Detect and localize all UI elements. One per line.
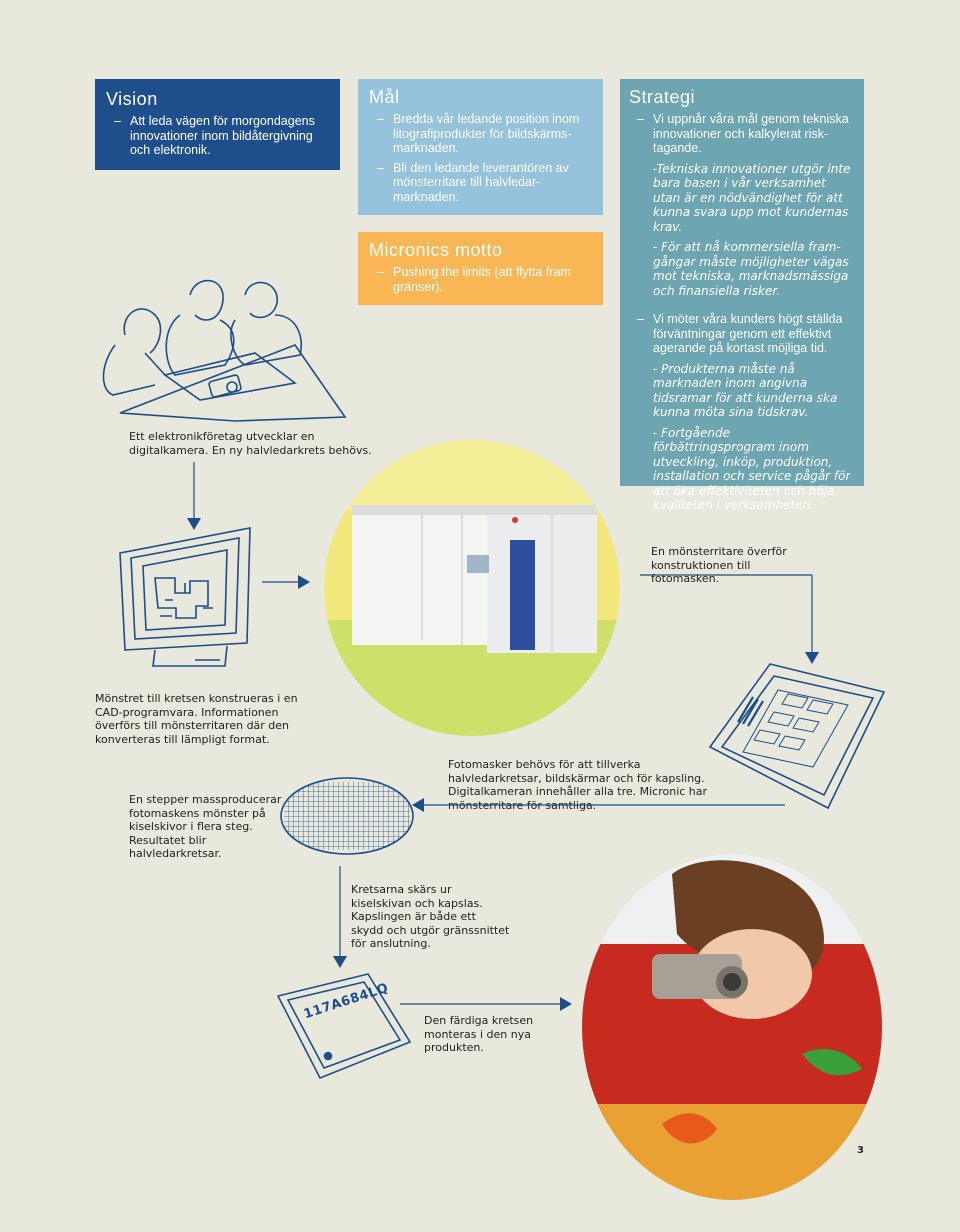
motto-box <box>358 232 603 305</box>
arrow-right-icon <box>400 997 575 1011</box>
motto-item: – Pushing the limits (att flytta fram gränser). <box>369 265 593 294</box>
monitor-illustration <box>115 528 260 678</box>
caption-stepper: En stepper massproducerar fotomaskens mönster på kiselskivor i flera steg. Resultatet blir halvledarkretsar. <box>129 793 282 860</box>
caption-writer: En mönsterritare överför konstruktionen till fotomasken. <box>651 545 787 585</box>
strategi-box <box>620 79 864 512</box>
vision-item: – Att leda vägen för morgondagens innovationer inom bildåtergivning och elektronik. <box>106 114 330 158</box>
vision-title: Vision <box>106 89 158 109</box>
strategi-sub: - För att nå kommersiella fram-gångar måste möjligheter vägas mot tekniska, marknadsmässiga och finansiella risker. <box>653 240 849 298</box>
chip-illustration <box>276 972 412 1082</box>
cleanroom-photo <box>322 440 622 736</box>
mal-box <box>358 79 603 215</box>
arrow-down-icon <box>640 574 820 670</box>
strategi-sub: - Produkterna måste nå marknaden inom angivna tidsramar för att kunderna ska kunna möta sina tidskrav. <box>653 361 838 419</box>
photomask-illustration <box>708 662 886 810</box>
strategi-item: – Vi möter våra kunders högt ställda förväntningar genom ett effektivt agerande på kortast möjliga tid. <box>629 312 854 356</box>
caption-mounted: Den färdiga kretsen monteras i den nya produkten. <box>424 1014 534 1054</box>
camera-photo <box>582 854 882 1204</box>
arrow-right-icon <box>262 575 312 589</box>
strategi-item: – Vi uppnår våra mål genom tekniska innovationer och kalkylerat risk-tagande. <box>629 112 854 156</box>
page-number: 3 <box>857 1145 864 1156</box>
caption-photomask: Fotomasker behövs för att tillverka halvledarkretsar, bildskärmar och för kapsling. Digitalkameran innehåller alla tre. Micronic har mönsterritare för samtliga. <box>448 758 708 812</box>
strategi-sub: -Tekniska innovationer utgör inte bara basen i vår verksamhet utan är en nödvändighet för att kunna svara upp mot kundernas krav. <box>653 161 851 234</box>
strategi-sub: - Fortgående förbättringsprogram inom utveckling, inköp, produktion, installation och service pågår för att öka effektiviteten och höja kvaliteten i verksamheten. <box>653 425 851 512</box>
mal-title: Mål <box>369 87 400 107</box>
strategi-title: Strategi <box>629 87 696 107</box>
mal-item: – Bredda vår ledande position inom litografiprodukter för bildskärms-marknaden. <box>369 112 593 156</box>
vision-box <box>95 79 340 170</box>
arrow-down-icon <box>187 462 201 532</box>
arrow-down-icon <box>333 866 347 970</box>
motto-title: Micronics motto <box>369 240 503 260</box>
chip-label: 117A684LQ <box>302 980 391 1023</box>
mal-item: – Bli den ledande leverantören av mönsterritare till halvledar-marknaden. <box>369 161 593 205</box>
caption-cut: Kretsarna skärs ur kiselskivan och kapslas. Kapslingen är både ett skydd och utgör gränssnittet för anslutning. <box>351 883 510 950</box>
engineers-illustration <box>95 275 355 425</box>
caption-camera: Ett elektronikföretag utvecklar en digitalkamera. En ny halvledarkrets behövs. <box>129 430 372 457</box>
wafer-illustration <box>278 776 416 856</box>
arrow-left-icon <box>410 798 785 812</box>
caption-cad: Mönstret till kretsen konstrueras i en CAD-programvara. Informationen överförs till mönsterritaren där den konverteras till lämpligt format. <box>95 692 298 746</box>
